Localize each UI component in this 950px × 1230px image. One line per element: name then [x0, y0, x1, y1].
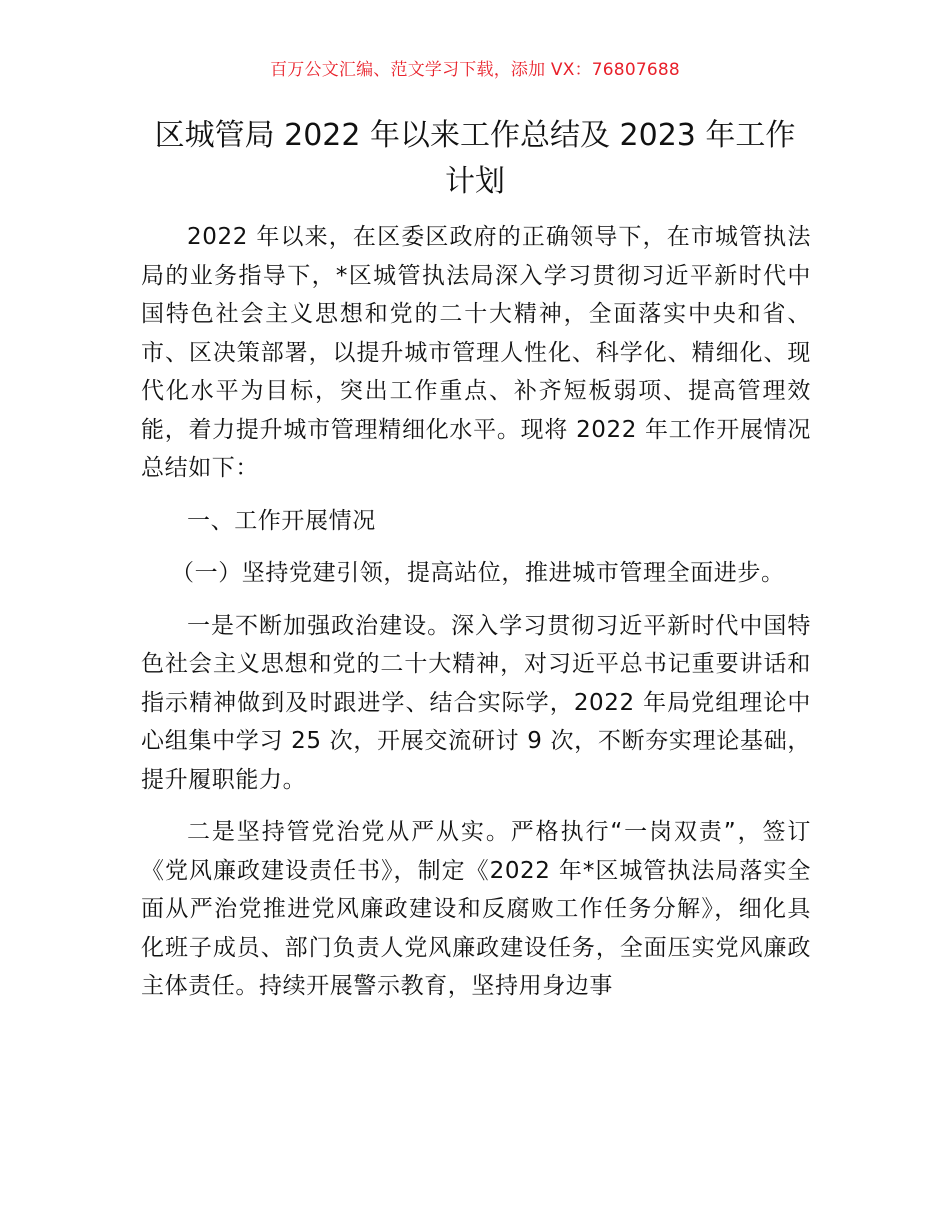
document-title: 区城管局 2022 年以来工作总结及 2023 年工作计划 [154, 118, 796, 199]
section-heading-1: 一、工作开展情况 [187, 507, 376, 534]
point-paragraph-1: 一是不断加强政治建设。深入学习贯彻习近平新时代中国特色社会主义思想和党的二十大精神，对习近平总书记重要讲话和指示精神做到及时跟进学、结合实际学，2022 年局党组理论中心组集中学习 25 次，开展交流研讨 9 次，不断夯实理论基础，提升履职能力。 [141, 612, 811, 793]
intro-paragraph: 2022 年以来，在区委区政府的正确领导下，在市城管执法局的业务指导下，*区城管执法局深入学习贯彻习近平新时代中国特色社会主义思想和党的二十大精神，全面落实中央和省、市、区决策部署，以提升城市管理人性化、科学化、精细化、现代化水平为目标，突出工作重点、补齐短板弱项、提高管理效能，着力提升城市管理精细化水平。现将 2022 年工作开展情况总结如下： [141, 224, 811, 481]
point-paragraph-2: 二是坚持管党治党从严从实。严格执行“一岗双责”，签订《党风廉政建设责任书》，制定《2022 年*区城管执法局落实全面从严治党推进党风廉政建设和反腐败工作任务分解》，细化具化班子成员、部门负责人党风廉政建设任务，全面压实党风廉政主体责任。持续开展警示教育，坚持用身边事 [141, 819, 811, 999]
subsection-heading-1: （一）坚持党建引领，提高站位，推进城市管理全面进步。 [171, 560, 785, 586]
watermark-banner: 百万公文汇编、范文学习下载，添加 VX：76807688 [270, 60, 680, 80]
document-body [141, 218, 811, 1006]
